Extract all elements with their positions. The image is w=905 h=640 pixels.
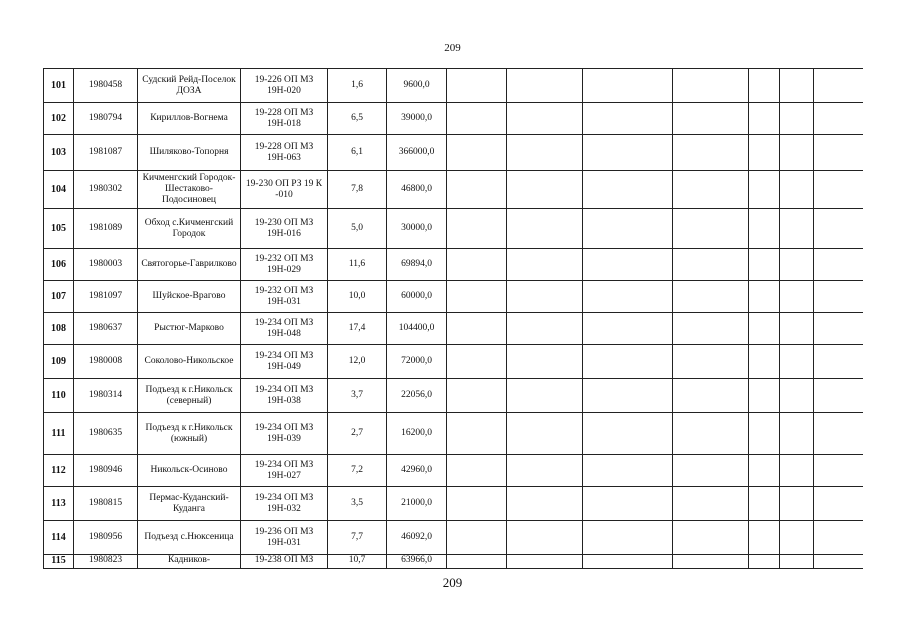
cell-empty bbox=[447, 209, 507, 249]
cell-empty bbox=[749, 487, 780, 521]
cell-row-number: 106 bbox=[44, 249, 74, 281]
cell-empty bbox=[583, 249, 673, 281]
cell-length: 6,5 bbox=[328, 103, 387, 135]
cell-road-id: 19-234 ОП МЗ 19Н-048 bbox=[241, 313, 328, 345]
cell-empty bbox=[814, 555, 864, 569]
cell-empty bbox=[673, 171, 749, 209]
cell-length: 10,7 bbox=[328, 555, 387, 569]
cell-empty bbox=[673, 413, 749, 455]
table-row bbox=[44, 69, 864, 103]
table-row bbox=[44, 313, 864, 345]
cell-code: 1980637 bbox=[74, 313, 138, 345]
cell-code: 1980815 bbox=[74, 487, 138, 521]
table-row bbox=[44, 379, 864, 413]
cell-empty bbox=[749, 209, 780, 249]
cell-road-name: Соколово-Никольское bbox=[138, 345, 241, 379]
cell-code: 1980458 bbox=[74, 69, 138, 103]
cell-empty bbox=[749, 555, 780, 569]
cell-empty bbox=[507, 345, 583, 379]
roads-table bbox=[43, 68, 863, 569]
cell-row-number: 109 bbox=[44, 345, 74, 379]
cell-empty bbox=[673, 103, 749, 135]
cell-road-name: Пермас-Куданский-Куданга bbox=[138, 487, 241, 521]
cell-empty bbox=[447, 345, 507, 379]
cell-empty bbox=[780, 521, 814, 555]
cell-empty bbox=[749, 69, 780, 103]
cell-empty bbox=[749, 345, 780, 379]
cell-road-id: 19-236 ОП МЗ 19Н-031 bbox=[241, 521, 328, 555]
cell-empty bbox=[780, 249, 814, 281]
cell-road-id: 19-228 ОП МЗ 19Н-063 bbox=[241, 135, 328, 171]
cell-empty bbox=[814, 135, 864, 171]
cell-cost: 63966,0 bbox=[387, 555, 447, 569]
cell-empty bbox=[673, 313, 749, 345]
cell-empty bbox=[447, 135, 507, 171]
cell-road-id: 19-232 ОП МЗ 19Н-029 bbox=[241, 249, 328, 281]
cell-row-number: 110 bbox=[44, 379, 74, 413]
table-row bbox=[44, 555, 864, 569]
cell-empty bbox=[583, 555, 673, 569]
table-row bbox=[44, 171, 864, 209]
cell-row-number: 104 bbox=[44, 171, 74, 209]
cell-empty bbox=[447, 281, 507, 313]
table-container bbox=[43, 68, 863, 574]
cell-empty bbox=[814, 379, 864, 413]
cell-length: 5,0 bbox=[328, 209, 387, 249]
cell-row-number: 107 bbox=[44, 281, 74, 313]
cell-road-name: Шиляково-Топорня bbox=[138, 135, 241, 171]
cell-cost: 30000,0 bbox=[387, 209, 447, 249]
cell-empty bbox=[673, 209, 749, 249]
cell-empty bbox=[780, 281, 814, 313]
page-number-top: 209 bbox=[444, 42, 461, 54]
cell-length: 1,6 bbox=[328, 69, 387, 103]
cell-road-id: 19-234 ОП МЗ 19Н-032 bbox=[241, 487, 328, 521]
cell-empty bbox=[749, 413, 780, 455]
cell-row-number: 105 bbox=[44, 209, 74, 249]
cell-empty bbox=[749, 313, 780, 345]
cell-empty bbox=[583, 171, 673, 209]
cell-empty bbox=[507, 521, 583, 555]
cell-empty bbox=[749, 171, 780, 209]
cell-empty bbox=[780, 209, 814, 249]
page-number-bottom: 209 bbox=[442, 575, 463, 590]
cell-empty bbox=[749, 103, 780, 135]
cell-empty bbox=[673, 379, 749, 413]
cell-empty bbox=[780, 379, 814, 413]
cell-road-name: Подъезд к г.Никольск (южный) bbox=[138, 413, 241, 455]
cell-empty bbox=[447, 487, 507, 521]
cell-empty bbox=[507, 281, 583, 313]
cell-row-number: 113 bbox=[44, 487, 74, 521]
cell-empty bbox=[814, 103, 864, 135]
cell-empty bbox=[447, 379, 507, 413]
cell-row-number: 101 bbox=[44, 69, 74, 103]
cell-code: 1980794 bbox=[74, 103, 138, 135]
cell-empty bbox=[447, 103, 507, 135]
cell-empty bbox=[583, 345, 673, 379]
cell-empty bbox=[814, 69, 864, 103]
cell-road-id: 19-234 ОП МЗ 19Н-049 bbox=[241, 345, 328, 379]
cell-empty bbox=[673, 555, 749, 569]
cell-road-id: 19-238 ОП МЗ bbox=[241, 555, 328, 569]
cell-empty bbox=[749, 281, 780, 313]
cell-empty bbox=[673, 69, 749, 103]
cell-empty bbox=[447, 171, 507, 209]
cell-cost: 42960,0 bbox=[387, 455, 447, 487]
cell-empty bbox=[814, 313, 864, 345]
table-row bbox=[44, 103, 864, 135]
cell-cost: 46800,0 bbox=[387, 171, 447, 209]
cell-road-id: 19-228 ОП МЗ 19Н-018 bbox=[241, 103, 328, 135]
cell-code: 1980302 bbox=[74, 171, 138, 209]
table-row bbox=[44, 487, 864, 521]
cell-empty bbox=[749, 455, 780, 487]
cell-empty bbox=[780, 135, 814, 171]
cell-empty bbox=[814, 209, 864, 249]
cell-length: 7,8 bbox=[328, 171, 387, 209]
cell-cost: 9600,0 bbox=[387, 69, 447, 103]
cell-road-id: 19-234 ОП МЗ 19Н-038 bbox=[241, 379, 328, 413]
cell-cost: 39000,0 bbox=[387, 103, 447, 135]
cell-road-id: 19-230 ОП РЗ 19 К -010 bbox=[241, 171, 328, 209]
cell-row-number: 103 bbox=[44, 135, 74, 171]
cell-empty bbox=[780, 171, 814, 209]
cell-empty bbox=[673, 521, 749, 555]
cell-empty bbox=[814, 281, 864, 313]
table-row bbox=[44, 413, 864, 455]
cell-length: 2,7 bbox=[328, 413, 387, 455]
cell-empty bbox=[814, 249, 864, 281]
cell-code: 1980008 bbox=[74, 345, 138, 379]
cell-empty bbox=[447, 555, 507, 569]
cell-empty bbox=[507, 249, 583, 281]
cell-empty bbox=[814, 345, 864, 379]
cell-empty bbox=[780, 455, 814, 487]
cell-empty bbox=[814, 521, 864, 555]
cell-cost: 21000,0 bbox=[387, 487, 447, 521]
cell-length: 3,7 bbox=[328, 379, 387, 413]
cell-empty bbox=[507, 103, 583, 135]
cell-empty bbox=[583, 379, 673, 413]
cell-row-number: 115 bbox=[44, 555, 74, 569]
cell-empty bbox=[749, 379, 780, 413]
table-row bbox=[44, 135, 864, 171]
cell-road-name: Рыстюг-Марково bbox=[138, 313, 241, 345]
cell-road-name: Никольск-Осиново bbox=[138, 455, 241, 487]
cell-code: 1980956 bbox=[74, 521, 138, 555]
cell-cost: 69894,0 bbox=[387, 249, 447, 281]
cell-empty bbox=[447, 69, 507, 103]
cell-length: 11,6 bbox=[328, 249, 387, 281]
cell-empty bbox=[673, 455, 749, 487]
table-body bbox=[44, 69, 864, 569]
cell-empty bbox=[814, 171, 864, 209]
cell-empty bbox=[583, 455, 673, 487]
cell-empty bbox=[447, 521, 507, 555]
table-row bbox=[44, 209, 864, 249]
cell-row-number: 108 bbox=[44, 313, 74, 345]
cell-empty bbox=[673, 487, 749, 521]
cell-empty bbox=[749, 249, 780, 281]
table-row bbox=[44, 281, 864, 313]
cell-empty bbox=[749, 521, 780, 555]
cell-road-name: Кириллов-Вогнема bbox=[138, 103, 241, 135]
cell-code: 1980946 bbox=[74, 455, 138, 487]
cell-empty bbox=[749, 135, 780, 171]
cell-cost: 16200,0 bbox=[387, 413, 447, 455]
cell-empty bbox=[447, 413, 507, 455]
cell-empty bbox=[673, 345, 749, 379]
cell-code: 1981097 bbox=[74, 281, 138, 313]
cell-empty bbox=[673, 249, 749, 281]
cell-road-name: Обход с.Кичменгский Городок bbox=[138, 209, 241, 249]
cell-empty bbox=[507, 69, 583, 103]
cell-row-number: 111 bbox=[44, 413, 74, 455]
cell-cost: 104400,0 bbox=[387, 313, 447, 345]
cell-road-name: Подъезд к г.Никольск (северный) bbox=[138, 379, 241, 413]
cell-cost: 46092,0 bbox=[387, 521, 447, 555]
table-row bbox=[44, 345, 864, 379]
cell-road-id: 19-226 ОП МЗ 19Н-020 bbox=[241, 69, 328, 103]
cell-empty bbox=[780, 313, 814, 345]
cell-code: 1980003 bbox=[74, 249, 138, 281]
cell-empty bbox=[583, 281, 673, 313]
cell-empty bbox=[507, 171, 583, 209]
cell-empty bbox=[780, 103, 814, 135]
cell-empty bbox=[583, 413, 673, 455]
cell-road-id: 19-232 ОП МЗ 19Н-031 bbox=[241, 281, 328, 313]
cell-code: 1980823 bbox=[74, 555, 138, 569]
cell-cost: 60000,0 bbox=[387, 281, 447, 313]
cell-length: 7,7 bbox=[328, 521, 387, 555]
cell-code: 1981087 bbox=[74, 135, 138, 171]
cell-code: 1980635 bbox=[74, 413, 138, 455]
cell-empty bbox=[583, 69, 673, 103]
cell-row-number: 112 bbox=[44, 455, 74, 487]
cell-empty bbox=[507, 313, 583, 345]
cell-empty bbox=[673, 135, 749, 171]
cell-empty bbox=[583, 103, 673, 135]
cell-road-name: Кичменгский Городок-Шестаково-Подосиновец bbox=[138, 171, 241, 209]
cell-empty bbox=[780, 555, 814, 569]
cell-cost: 366000,0 bbox=[387, 135, 447, 171]
cell-empty bbox=[507, 379, 583, 413]
cell-road-id: 19-234 ОП МЗ 19Н-027 bbox=[241, 455, 328, 487]
cell-empty bbox=[780, 487, 814, 521]
cell-road-name: Судский Рейд-Поселок ДОЗА bbox=[138, 69, 241, 103]
cell-cost: 72000,0 bbox=[387, 345, 447, 379]
cell-road-id: 19-230 ОП МЗ 19Н-016 bbox=[241, 209, 328, 249]
cell-empty bbox=[507, 209, 583, 249]
cell-empty bbox=[583, 313, 673, 345]
cell-road-name: Шуйское-Врагово bbox=[138, 281, 241, 313]
cell-empty bbox=[507, 135, 583, 171]
cell-empty bbox=[507, 555, 583, 569]
cell-empty bbox=[780, 345, 814, 379]
cell-code: 1981089 bbox=[74, 209, 138, 249]
cell-empty bbox=[814, 455, 864, 487]
table-row bbox=[44, 249, 864, 281]
cell-cost: 22056,0 bbox=[387, 379, 447, 413]
cell-empty bbox=[583, 487, 673, 521]
cell-empty bbox=[583, 521, 673, 555]
cell-empty bbox=[583, 135, 673, 171]
cell-empty bbox=[814, 487, 864, 521]
cell-road-name: Подъезд с.Нюксеница bbox=[138, 521, 241, 555]
cell-length: 7,2 bbox=[328, 455, 387, 487]
table-row bbox=[44, 455, 864, 487]
cell-road-name: Святогорье-Гаврилково bbox=[138, 249, 241, 281]
cell-empty bbox=[814, 413, 864, 455]
table-row bbox=[44, 521, 864, 555]
cell-empty bbox=[447, 313, 507, 345]
cell-empty bbox=[447, 249, 507, 281]
cell-length: 6,1 bbox=[328, 135, 387, 171]
cell-length: 12,0 bbox=[328, 345, 387, 379]
cell-empty bbox=[673, 281, 749, 313]
cell-empty bbox=[780, 413, 814, 455]
cell-empty bbox=[507, 413, 583, 455]
cell-length: 17,4 bbox=[328, 313, 387, 345]
cell-code: 1980314 bbox=[74, 379, 138, 413]
cell-length: 10,0 bbox=[328, 281, 387, 313]
cell-empty bbox=[507, 455, 583, 487]
cell-row-number: 114 bbox=[44, 521, 74, 555]
cell-road-id: 19-234 ОП МЗ 19Н-039 bbox=[241, 413, 328, 455]
cell-empty bbox=[507, 487, 583, 521]
cell-row-number: 102 bbox=[44, 103, 74, 135]
cell-road-name: Кадников- bbox=[138, 555, 241, 569]
cell-empty bbox=[447, 455, 507, 487]
cell-empty bbox=[780, 69, 814, 103]
cell-empty bbox=[583, 209, 673, 249]
cell-length: 3,5 bbox=[328, 487, 387, 521]
